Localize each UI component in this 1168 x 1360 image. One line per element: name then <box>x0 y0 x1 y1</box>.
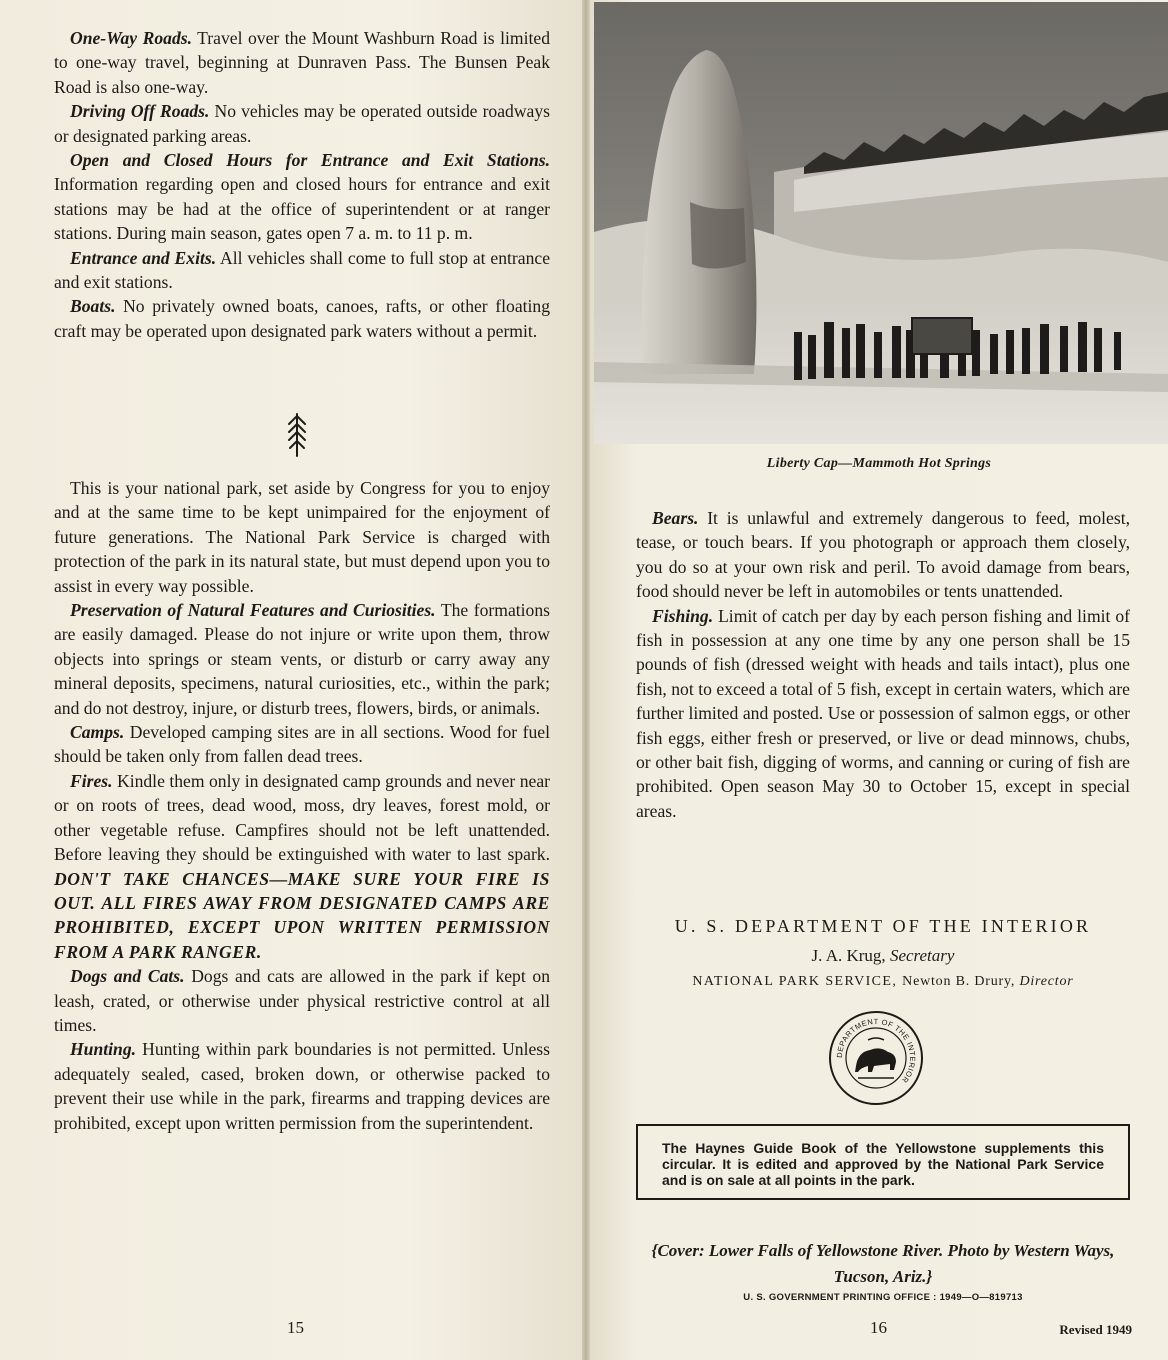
intro-paragraph: This is your national park, set aside by Congress for you to enjoy and at the same time to be kept unimpaired for the enjoyment of future generations. The National Park Service is charged with protection of the park in its natural state, but must depend upon you to assist in every way possible. <box>54 478 550 596</box>
fire-warning: DON'T TAKE CHANCES—MAKE SURE YOUR FIRE IS OUT. ALL FIRES AWAY FROM DESIGNATED CAMPS ARE PROHIBITED, EXCEPT UPON WRITTEN PERMISSION FROM A PARK RANGER. <box>54 868 550 962</box>
svg-text:DEPARTMENT OF THE INTERIOR: DEPARTMENT OF THE INTERIOR <box>834 1016 918 1085</box>
rule-camps: Camps. Developed camping sites are in all sections. Wood for fuel should be taken only from fallen dead trees. <box>54 722 550 767</box>
rule-one-way-roads: One-Way Roads. Travel over the Mount Washburn Road is limited to one-way travel, beginning at Dunraven Pass. The Bunsen Peak Road is also one-way. <box>54 28 550 97</box>
printing-office-line: U. S. GOVERNMENT PRINTING OFFICE : 1949—O—819713 <box>743 1292 1023 1303</box>
rules-top-column <box>54 26 550 343</box>
department-title: U. S. DEPARTMENT OF THE INTERIOR <box>674 916 1092 936</box>
rule-dogs-cats: Dogs and Cats. Dogs and cats are allowed in the park if kept on leash, crated, or otherwise under physical restrictive control at all times. <box>54 966 550 1035</box>
nps-director-line: NATIONAL PARK SERVICE, Newton B. Drury, Director <box>692 974 1074 989</box>
department-seal-icon <box>828 1010 924 1106</box>
rule-boats: Boats. No privately owned boats, canoes, rafts, or other floating craft may be operated upon designated park waters without a permit. <box>54 296 550 341</box>
rule-bears: Bears. It is unlawful and extremely dangerous to feed, molest, tease, or touch bears. If you photograph or approach them closely, you do so at your own risk and peril. To avoid damage from bears, food should never be left in automobiles or tents unattended. <box>636 508 1130 602</box>
spine-gutter <box>582 0 590 1360</box>
rules-bottom-column <box>54 476 550 1135</box>
photo-caption: Liberty Cap—Mammoth Hot Springs <box>766 456 992 471</box>
cover-credit: {Cover: Lower Falls of Yellowstone River. Photo by Western Ways, Tucson, Ariz.} <box>651 1241 1115 1286</box>
page-number: 16 <box>870 1318 887 1337</box>
rule-fires: Fires. Kindle them only in designated camp grounds and never near or on roots of trees, dead wood, moss, dry leaves, forest mold, or other vegetable refuse. Campfires should not be left unattended. Before leaving they should be extinguished with water to last spark. DON'T TAKE CHANCES—MAKE SURE YOUR FIRE IS OUT. ALL FIRES AWAY FROM DESIGNATED CAMPS ARE PROHIBITED, EXCEPT UPON WRITTEN PERMISSION FROM A PARK RANGER. <box>54 770 550 962</box>
liberty-cap-photo-image <box>594 2 1168 444</box>
secretary-line: J. A. Krug, Secretary <box>811 946 955 965</box>
tree-ornament-icon <box>286 412 308 458</box>
rule-entrance-exits: Entrance and Exits. All vehicles shall come to full stop at entrance and exit stations. <box>54 247 551 293</box>
page-number: 15 <box>287 1318 304 1337</box>
rule-preservation: Preservation of Natural Features and Curiosities. The formations are easily damaged. Please do not injure or write upon them, throw objects into springs or steam vents, or disturb or carry away any mineral deposits, specimens, natural curiosities, etc., within the park; and do not destroy, injure, or disturb trees, flowers, birds, or animals. <box>54 600 550 718</box>
haynes-guide-notice: The Haynes Guide Book of the Yellowstone supplements this circular. It is edited and approved by the National Park Service and is on sale at all points in the park. <box>636 1124 1130 1200</box>
liberty-cap-photo <box>594 2 1168 444</box>
rule-fishing: Fishing. Limit of catch per day by each person fishing and limit of fish in possession at any one time by any one person shall be 15 pounds of fish (dressed weight with heads and tails intact), plus one fish, not to exceed a total of 5 fish, except in certain waters, which are further limited and posted. Use or possession of salmon eggs, or other fish eggs, either fresh or preserved, or live or dead minnows, chubs, or other bait fish, digging of worms, and canning or curing of fish are prohibited. Open season May 30 to October 15, except in special areas. <box>636 605 1130 821</box>
rules-right-column <box>636 506 1130 823</box>
page-15 <box>0 0 582 1360</box>
page-16 <box>590 0 1168 1360</box>
rule-hunting: Hunting. Hunting within park boundaries is not permitted. Unless adequately sealed, cased, broken down, or otherwise packed to prevent their use while in the park, firearms and trapping devices are prohibited, except upon written permission from the superintendent. <box>54 1039 550 1133</box>
rule-driving-off-roads: Driving Off Roads. No vehicles may be operated outside roadways or designated parking areas. <box>54 101 550 146</box>
revised-date: Revised 1949 <box>1059 1322 1132 1337</box>
rule-station-hours: Open and Closed Hours for Entrance and Exit Stations. Information regarding open and closed hours for entrance and exit stations may be had at the office of superintendent or at ranger stations. During main season, gates open 7 a. m. to 11 p. m. <box>54 150 550 244</box>
